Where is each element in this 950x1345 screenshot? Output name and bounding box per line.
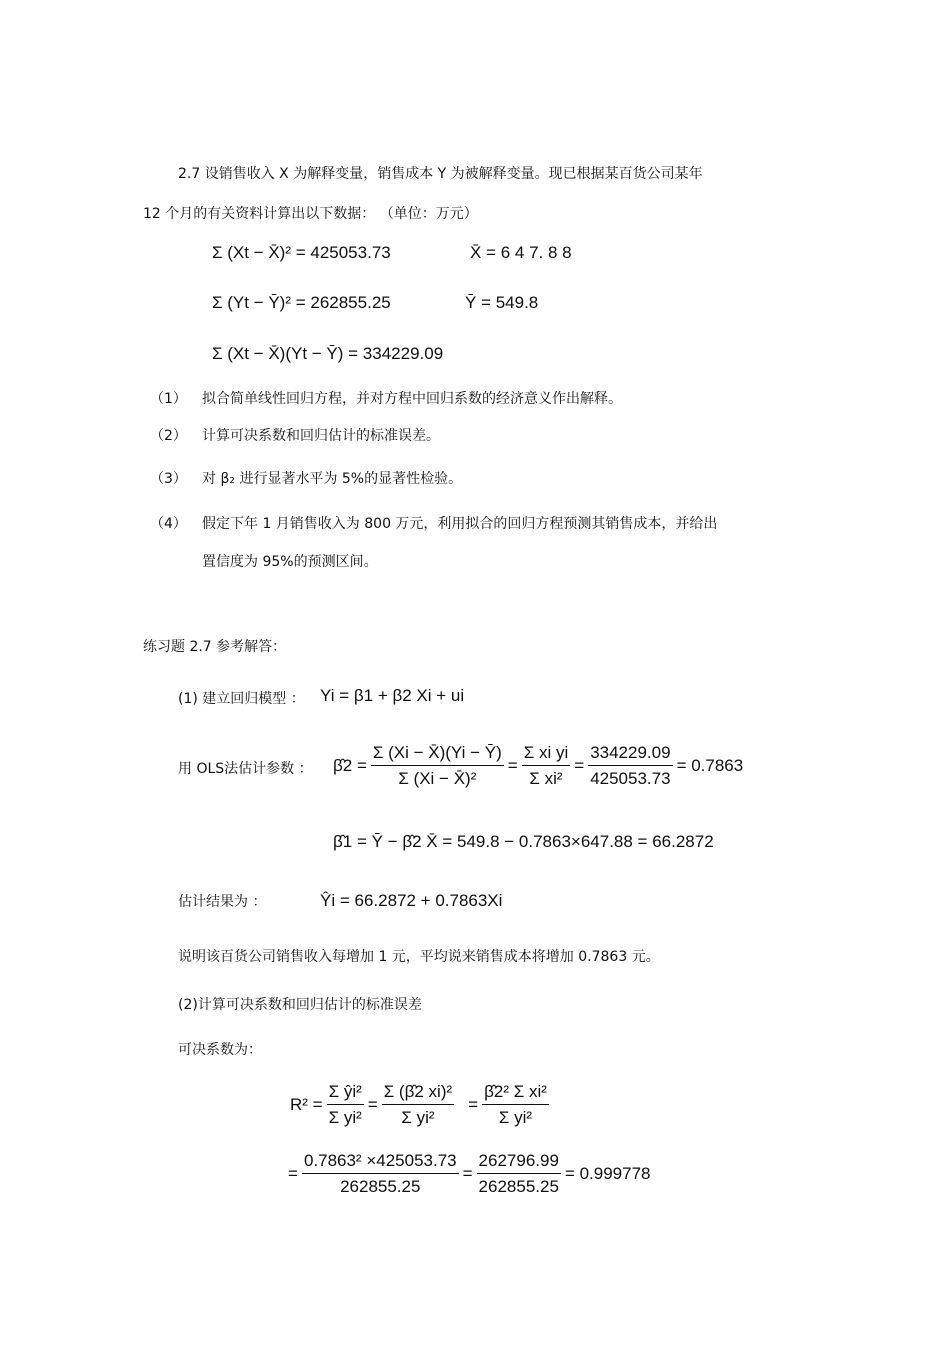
r2-f3-denominator: Σ yi² [498,1108,533,1127]
item-3-text: 对 β₂ 进行显著水平为 5%的显著性检验。 [202,471,463,487]
item-4-text-cont: 置信度为 95%的预测区间。 [202,554,378,570]
item-2-number: （2） [150,428,187,444]
r2-g1-numerator: 0.7863² ×425053.73 [302,1151,459,1174]
item-1-number: （1） [150,391,187,407]
estimate-label: 估计结果为 ： [178,894,267,910]
ols-label: 用 OLS法估计参数 ： [178,761,313,777]
item-4-text: 假定下年 1 月销售收入为 800 万元，利用拟合的回归方程预测其销售成本，并给出 [202,516,718,532]
r2-f2-numerator: Σ (β̂2 xi)² [382,1082,454,1105]
given-mean-x: X̄ = 6 4 7. 8 8 [470,243,572,262]
r2-fraction-1 [327,1082,364,1128]
answer-heading: 练习题 2.7 参考解答： [143,639,287,655]
ols-fraction-1 [371,743,504,789]
r2-f2-denominator: Σ yi² [401,1108,435,1127]
step2-label: (2)计算可决系数和回归估计的标准误差 [178,997,422,1013]
given-sum-xy: Σ (Xt − X̄)(Yt − Ȳ) = 334229.09 [212,344,444,363]
r2-fraction-5 [477,1151,561,1197]
ols-frac1-denominator: Σ (Xi − X̄)² [398,769,477,788]
r2-label: 可决系数为： [178,1042,262,1058]
item-1-text: 拟合简单线性回归方程，并对方程中回归系数的经济意义作出解释。 [202,391,622,407]
estimate-equation: Ŷi = 66.2872 + 0.7863Xi [320,891,503,910]
item-3-number: （3） [150,471,187,487]
step1-label: (1) 建立回归模型 ： [178,691,305,707]
ols-frac1-numerator: Σ (Xi − X̄)(Yi − Ȳ) [371,743,504,766]
regression-model: Yi = β1 + β2 Xi + ui [320,686,465,705]
r2-lhs: R² = [290,1095,323,1114]
r2-f3-numerator: β̂2² Σ xi² [482,1082,549,1105]
explanation-text: 说明该百货公司销售收入每增加 1 元，平均说来销售成本将增加 0.7863 元。 [178,949,660,965]
ols-frac3-denominator: 425053.73 [590,769,671,788]
r2-g2-denominator: 262855.25 [478,1177,559,1196]
r2-equation-line-2: = $\frac{\text{0.7863² ×425053.73}}{262855.25}$ = $\frac{262796.99}{262855.25}$ = 0.999778 [288,1151,651,1196]
r2-g1-denominator: 262855.25 [340,1177,421,1196]
ols-lhs: β̂2 = [333,756,367,775]
r2-equation-line-1: R² = $\frac{\text{Σ ŷi²}}{\text{Σ yi²}}$ = $\frac{\text{Σ (β̂2 xi)²}}{\text{Σ yi²}}$ = $\frac{\text{β̂2² Σ xi²}}{\text{Σ yi²}}$ [290,1082,547,1127]
given-sum-xx: Σ (Xt − X̄)² = 425053.73 [212,243,391,262]
ols-frac3-numerator: 334229.09 [588,743,672,766]
r2-f1-denominator: Σ yi² [328,1108,362,1127]
r2-f1-numerator: Σ ŷi² [327,1082,364,1105]
ols-frac2-denominator: Σ xi² [529,769,563,788]
item-2-text: 计算可决系数和回归估计的标准误差。 [202,428,440,444]
problem-line-2: 12 个月的有关资料计算出以下数据： （单位：万元） [143,206,478,222]
ols-frac2-numerator: Σ xi yi [522,743,571,766]
item-4-number: （4） [150,516,187,532]
r2-fraction-3 [482,1082,549,1128]
r2-result: = 0.999778 [564,1164,651,1183]
given-sum-yy: Σ (Yt − Ȳ)² = 262855.25 [212,293,391,312]
given-mean-y: Ȳ = 549.8 [465,293,539,312]
problem-line-1: 2.7 设销售收入 X 为解释变量，销售成本 Y 为被解释变量。现已根据某百货公司某年 [178,166,703,182]
beta1-equation: β̂1 = Ȳ − β̂2 X̄ = 549.8 − 0.7863×647.88 = 66.2872 [333,832,714,851]
ols-equation: β̂2 = $\frac{\Sigma (Xi - X̄)(Yi - Ȳ)}{\text{Σ (Xi − X̄)²}}$ = $\frac{\text{Σ xi yi}}{\text{Σ xi²}}$ = $\frac{334229.09}{425053.73}$ = 0.7863 [333,743,744,788]
ols-fraction-3 [588,743,672,789]
ols-result: = 0.7863 [676,756,744,775]
r2-fraction-2 [382,1082,454,1128]
r2-g2-numerator: 262796.99 [477,1151,561,1174]
ols-fraction-2 [522,743,571,789]
r2-fraction-4 [302,1151,459,1197]
